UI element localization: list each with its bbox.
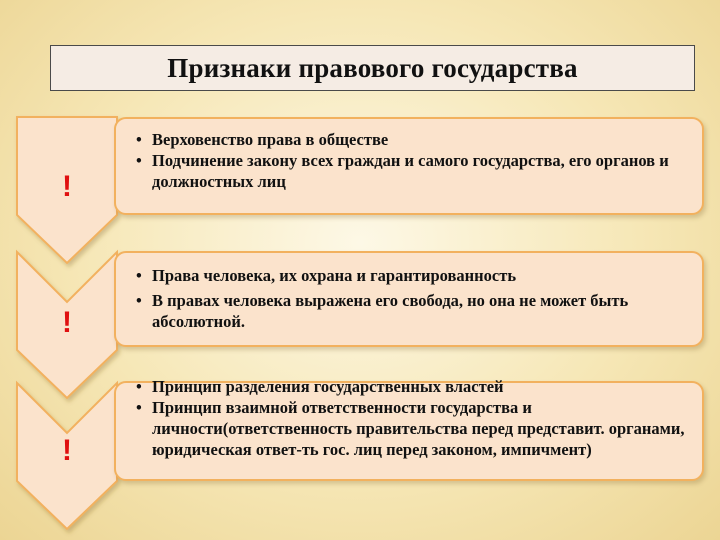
list-item: • Права человека, их охрана и гарантированность xyxy=(136,266,517,285)
list-item: • Верховенство права в обществе xyxy=(136,130,389,149)
list-item: • Подчинение закону всех граждан и самого государства, его органов и должностных лиц xyxy=(136,151,669,191)
list-item: • В правах человека выражена его свобода, но она не может быть абсолютной. xyxy=(136,291,629,331)
list-item: • Принцип разделения государственных властей xyxy=(136,377,504,396)
feature-card-3 xyxy=(114,377,704,481)
exclamation-marker-2: ! xyxy=(62,306,72,339)
feature-card-1 xyxy=(114,117,704,215)
list-item: • Принцип взаимной ответственности государства и личности(ответственность правительства перед представит. органами, юридическая ответ-ть гос. лиц перед законом, импичмент) xyxy=(136,398,685,459)
slide-title: Признаки правового государства xyxy=(167,52,578,83)
feature-card-2 xyxy=(114,251,704,347)
exclamation-marker-3: ! xyxy=(62,434,72,467)
exclamation-marker-1: ! xyxy=(62,170,72,203)
